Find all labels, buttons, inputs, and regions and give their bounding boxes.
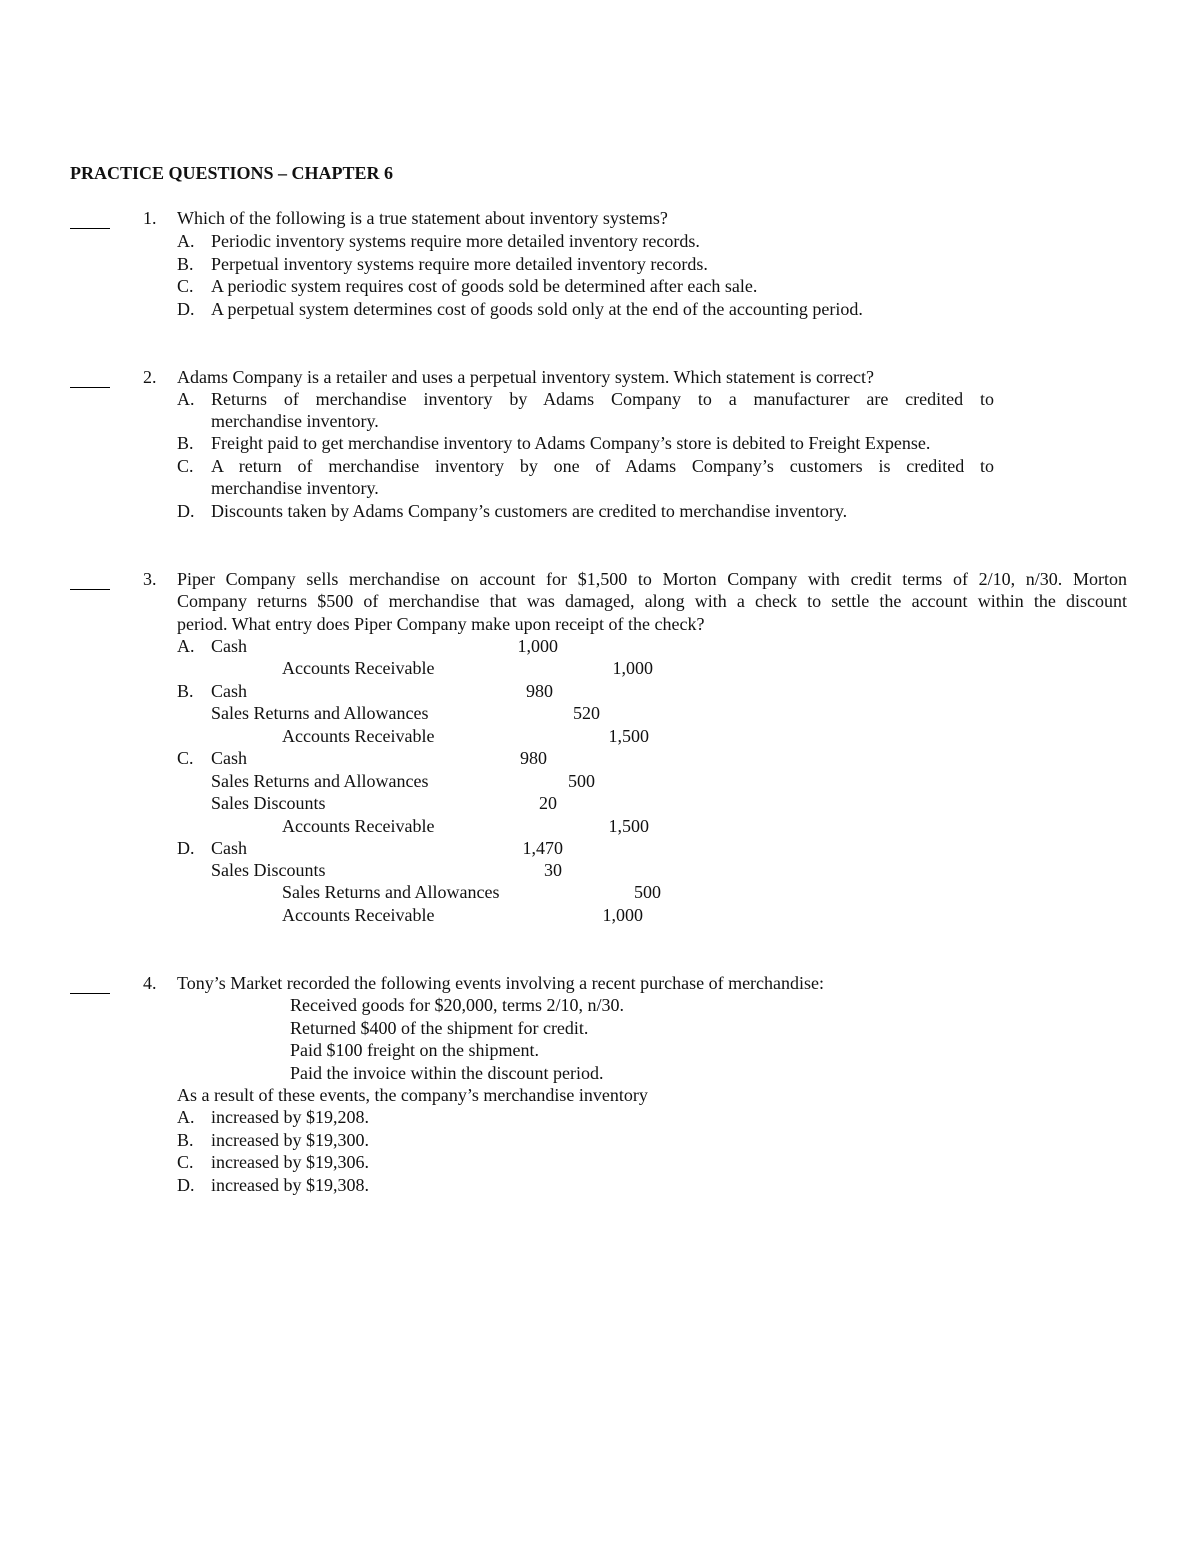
journal-debit: 30: [544, 860, 562, 880]
option-letter: A.: [177, 231, 195, 251]
option-text: A perpetual system determines cost of goods sold only at the end of the accounting period.: [211, 299, 863, 319]
journal-account: Sales Discounts: [211, 860, 326, 880]
answer-blank-1[interactable]: [70, 228, 110, 229]
journal-debit: 500: [568, 771, 595, 791]
page-title: PRACTICE QUESTIONS – CHAPTER 6: [70, 163, 394, 183]
question-text: Tony’s Market recorded the following events involving a recent purchase of merchandise:: [177, 973, 825, 993]
option-letter: D.: [177, 501, 195, 521]
answer-blank-3[interactable]: [70, 589, 110, 590]
journal-debit: 980: [520, 748, 547, 768]
option-letter: C.: [177, 1152, 194, 1172]
journal-account: Sales Discounts: [211, 793, 326, 813]
option-text: increased by $19,306.: [211, 1152, 369, 1172]
option-text-cont: merchandise inventory.: [211, 411, 379, 431]
event-line: Paid $100 freight on the shipment.: [290, 1040, 539, 1060]
journal-account: Cash: [211, 748, 247, 768]
event-line: Paid the invoice within the discount period.: [290, 1063, 604, 1083]
option-letter: C.: [177, 748, 194, 768]
journal-account: Cash: [211, 838, 247, 858]
journal-account: Cash: [211, 681, 247, 701]
option-letter: B.: [177, 254, 194, 274]
option-text: A periodic system requires cost of goods sold be determined after each sale.: [211, 276, 758, 296]
option-text: increased by $19,308.: [211, 1175, 369, 1195]
option-letter: C.: [177, 276, 194, 296]
question-text: Company returns $500 of merchandise that was damaged, along with a check to settle the account within the discount: [177, 591, 1127, 611]
option-letter: B.: [177, 1130, 194, 1150]
option-letter: D.: [177, 838, 195, 858]
journal-account: Sales Returns and Allowances: [211, 771, 429, 791]
option-letter: A.: [177, 389, 195, 409]
question-text: period. What entry does Piper Company make upon receipt of the check?: [177, 614, 705, 634]
journal-account: Sales Returns and Allowances: [282, 882, 500, 902]
option-letter: C.: [177, 456, 194, 476]
question-number: 2.: [143, 367, 157, 387]
option-text: A return of merchandise inventory by one of Adams Company’s customers is credited to: [211, 456, 994, 476]
journal-account: Sales Returns and Allowances: [211, 703, 429, 723]
option-letter: B.: [177, 681, 194, 701]
event-line: Returned $400 of the shipment for credit.: [290, 1018, 589, 1038]
option-text-cont: merchandise inventory.: [211, 478, 379, 498]
journal-debit: 1,470: [522, 838, 563, 858]
option-letter: D.: [177, 299, 195, 319]
question-text: Which of the following is a true statement about inventory systems?: [177, 208, 668, 228]
journal-account: Accounts Receivable: [282, 726, 435, 746]
answer-blank-2[interactable]: [70, 387, 110, 388]
journal-credit: 1,500: [608, 816, 649, 836]
answer-blank-4[interactable]: [70, 993, 110, 994]
journal-debit: 20: [539, 793, 557, 813]
journal-credit: 1,000: [612, 658, 653, 678]
option-text: increased by $19,300.: [211, 1130, 369, 1150]
journal-credit: 1,000: [602, 905, 643, 925]
option-letter: B.: [177, 433, 194, 453]
question-text: Adams Company is a retailer and uses a perpetual inventory system. Which statement is correct?: [177, 367, 874, 387]
journal-debit: 980: [526, 681, 553, 701]
option-text: Freight paid to get merchandise inventory to Adams Company’s store is debited to Freight Expense.: [211, 433, 931, 453]
option-text: Perpetual inventory systems require more detailed inventory records.: [211, 254, 708, 274]
option-text: Returns of merchandise inventory by Adams Company to a manufacturer are credited to: [211, 389, 994, 409]
option-text: Discounts taken by Adams Company’s customers are credited to merchandise inventory.: [211, 501, 848, 521]
event-line: Received goods for $20,000, terms 2/10, n/30.: [290, 995, 624, 1015]
option-letter: D.: [177, 1175, 195, 1195]
journal-credit: 500: [634, 882, 661, 902]
option-text: Periodic inventory systems require more detailed inventory records.: [211, 231, 700, 251]
question-prompt: As a result of these events, the company’s merchandise inventory: [177, 1085, 648, 1105]
journal-debit: 520: [573, 703, 600, 723]
journal-account: Accounts Receivable: [282, 905, 435, 925]
option-text: increased by $19,208.: [211, 1107, 369, 1127]
journal-credit: 1,500: [608, 726, 649, 746]
journal-account: Accounts Receivable: [282, 816, 435, 836]
journal-debit: 1,000: [517, 636, 558, 656]
question-number: 1.: [143, 208, 157, 228]
option-letter: A.: [177, 1107, 195, 1127]
journal-account: Cash: [211, 636, 247, 656]
question-number: 4.: [143, 973, 157, 993]
question-number: 3.: [143, 569, 157, 589]
journal-account: Accounts Receivable: [282, 658, 435, 678]
option-letter: A.: [177, 636, 195, 656]
question-text: Piper Company sells merchandise on account for $1,500 to Morton Company with credit terms of 2/10, n/30. Morton: [177, 569, 1127, 589]
